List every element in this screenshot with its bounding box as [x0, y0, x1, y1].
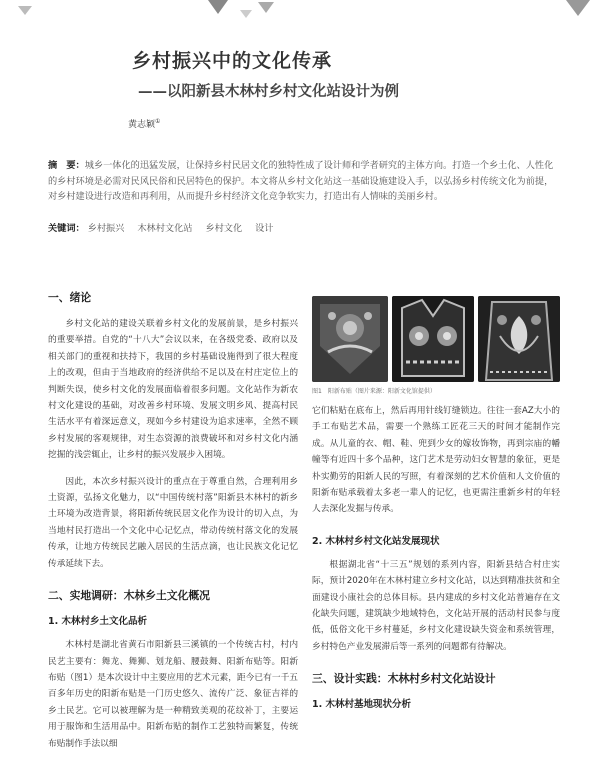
figure-photo-vest [392, 296, 474, 382]
keyword: 设计 [255, 223, 274, 234]
left-column [48, 290, 298, 762]
body-paragraph: 乡村文化站的建设关联着乡村文化的发展前景，是乡村振兴的重要举措。自党的“十八大”会议以来，在各级党委、政府以及相关部门的重视和扶持下，我国的乡村基础设施得到了很大程度上的改观，但由于当地政府的经济供给不足以及在村庄定位上的判断失误，使乡村文化的发展面临着很多问题。文化站作为新农村文化建设的基础，对改善乡村环境、发展文明乡风、提高村民生活水平有着深远意义，现如今乡村建设为追求速率，全然不顾乡村发展的客观规律，对生态资源的浪费破坏和对乡村文化内涵挖掘的浅尝辄止，让乡村的振兴发展步入困境。 [48, 319, 298, 461]
figure-caption: 图1 阳新布贴（图片来源：阳新文化馆提供） [312, 388, 436, 395]
corner-decoration [18, 6, 32, 15]
subsection-heading: 1. 木林村乡土文化品析 [48, 616, 148, 628]
figure-1 [312, 296, 560, 382]
corner-decoration [566, 0, 590, 16]
corner-decoration [208, 0, 228, 14]
abstract-text: 城乡一体化的迅猛发展，让保持乡村民居文化的独特性成了设计师和学者研究的主体方向。打造一个乡土化、人性化的乡村环境是必需对民风民俗和民居特色的保护。本文将从乡村文化站这一基础设施建设入手，以弘扬乡村传统文化为前提，对乡村建设进行改造和再利用，从而提升乡村经济文化竞争软实力，打造出有人情味的美丽乡村。 [48, 160, 554, 202]
keywords-label: 关键词： [48, 223, 85, 234]
keyword: 乡村振兴 [87, 223, 125, 234]
subsection-heading: 2. 木林村乡村文化站发展现状 [312, 535, 440, 547]
author-name: 黄志颖 [128, 120, 156, 130]
body-paragraph: 木林村是湖北省黄石市阳新县三溪镇的一个传统古村，村内民艺主要有：舞龙、舞狮、划龙船、腰鼓舞、阳新布贴等。阳新布贴（图1）是本次设计中主要应用的艺术元素，距今已有一千五百多年历史的阳新布贴是一门历史悠久、流传广泛、象征吉祥的乡土民艺。它可以被理解为是一种精致美观的花纹补丁，主要运用于服饰和生活用品中。阳新布贴的制作工艺独特而繁复，传统布贴制作手法以细 [48, 640, 298, 749]
body-paragraph: 根据湖北省“十三五”规划的系列内容，阳新县结合村庄实际，预计2020年在木林村建立乡村文化站，以达到精准扶贫和全面建设小康社会的总体目标。县内建成的乡村文化站普遍存在文化缺失问题，建筑缺少地域特色，文化站开展的活动村民参与度低，低俗文化干乡村蔓延，乡村文化建设缺失资金和系统管理，乡村特色产业发展滞后等一系列的问题都有待解决。 [312, 559, 560, 652]
right-column [312, 403, 560, 720]
keyword: 木林村文化站 [137, 223, 193, 234]
section-heading: 二、实地调研：木林乡土文化概况 [48, 589, 210, 603]
section-heading: 三、设计实践：木林村乡村文化站设计 [312, 672, 496, 686]
abstract-label: 摘 要： [48, 160, 85, 171]
section-heading: 一、绪论 [48, 291, 92, 304]
corner-decoration [240, 10, 252, 18]
body-paragraph: 因此，本次乡村振兴设计的重点在于尊重自然，合理利用乡土资源，弘扬文化魅力，以“中国传统村落”阳新县木林村的新乡土环境为改造背景，将阳新传统民居文化作为设计的切入点，为当地村民打造出一个文化中心记忆点，带动传统村落文化的发展传承，让地方传统民艺融入居民的生活点滴，也让民族文化记忆传承延续下去。 [48, 476, 298, 569]
subsection-heading: 1. 木林村基地现状分析 [312, 699, 412, 711]
keyword: 乡村文化 [205, 223, 243, 234]
figure-photo-apron [478, 296, 560, 382]
author-line [128, 117, 160, 130]
corner-decoration [258, 2, 274, 13]
body-paragraph: 它们粘贴在底布上，然后再用针线钉缝锁边。往往一套AZ大小的手工布贴艺术品，需要一个熟练工匠花三天的时间才能制作完成。从儿童的衣、帽、鞋、兜到少女的嫁妆饰物，再到宗庙的幡幢等有近四十多个品种，这门艺术是劳动妇女智慧的象征，更是朴实勤劳的阳新人民的写照，有着深刻的艺术价值和人文价值的阳新布贴承载着太多老一辈人的记忆，也更需注重新乡村的年轻人去深化发掘与传承。 [312, 406, 560, 515]
author-note: ① [155, 118, 161, 125]
abstract [48, 158, 558, 205]
keywords [48, 220, 558, 234]
paper-title: 乡村振兴中的文化传承 [132, 50, 333, 72]
figure-photo-cloth-patch [312, 296, 388, 382]
paper-subtitle: ——以阳新县木林村乡村文化站设计为例 [138, 84, 399, 100]
